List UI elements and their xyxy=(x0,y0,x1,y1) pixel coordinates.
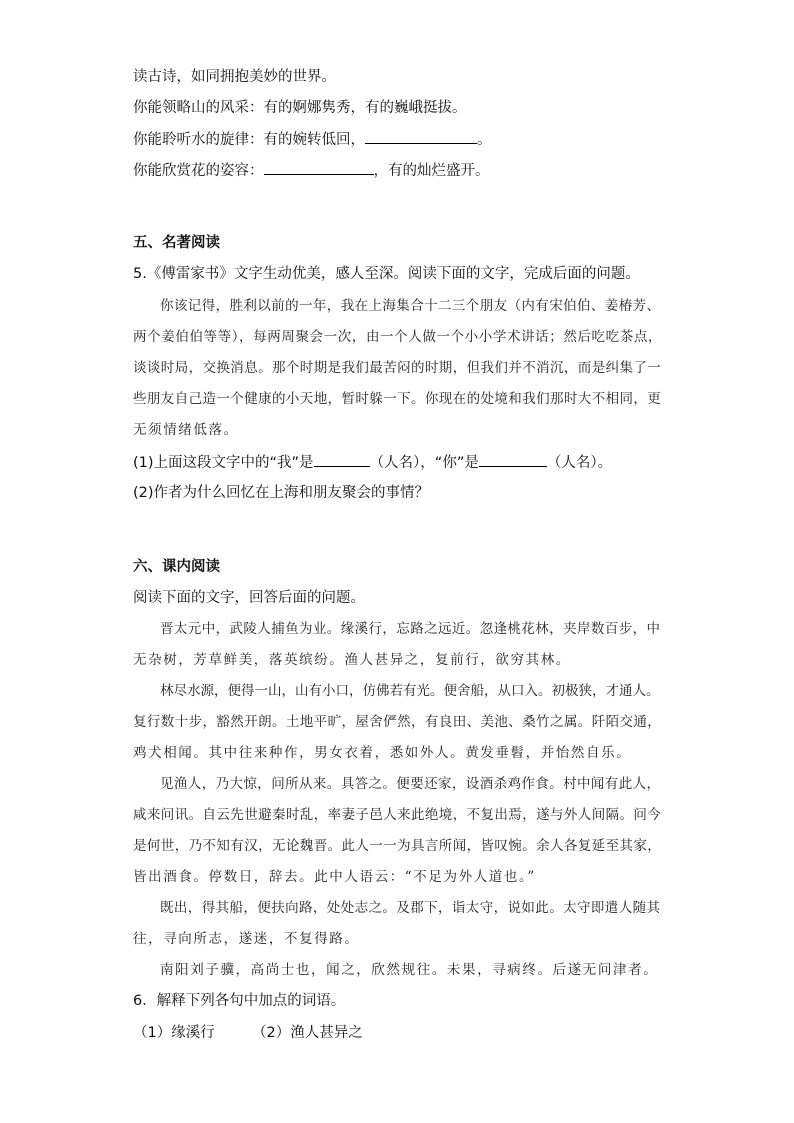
excerpt-line: 谈谈时局，交换消息。那个时期是我们最苦闷的时期，但我们并不消沉，而是纠集了一 xyxy=(133,360,662,376)
question-6: 6．解释下列各句中加点的词语。 xyxy=(133,993,346,1009)
poem-line-2: 你能领略山的风采：有的婀娜隽秀，有的巍峨挺拔。 xyxy=(133,100,467,116)
passage-line: 复行数十步，豁然开朗。土地平旷，屋舍俨然，有良田、美池、桑竹之属。阡陌交通， xyxy=(133,714,662,730)
question-5: 5.《傅雷家书》文字生动优美，感人至深。阅读下面的文字，完成后面的问题。 xyxy=(133,266,640,282)
q1-text-c: （人名）。 xyxy=(546,455,613,471)
question-6-item-2: （2）渔人甚异之 xyxy=(252,1025,363,1041)
question-5-2: (2)作者为什么回忆在上海和朋友聚会的事情？ xyxy=(133,485,430,501)
excerpt-line: 两个姜伯伯等等），每两周聚会一次，由一个人做一个小小学术讲话；然后吃吃茶点， xyxy=(133,329,663,345)
q1-text-a: (1)上面这段文字中的“我”是 xyxy=(133,455,314,471)
section-6-instruction: 阅读下面的文字，回答后面的问题。 xyxy=(133,590,365,606)
passage-line: 见渔人，乃大惊，问所从来。具答之。便要还家，设酒杀鸡作食。村中闻有此人， xyxy=(160,776,661,792)
passage-line: 林尽水源，便得一山，山有小口，仿佛若有光。便舍船，从口入。初极狭，才通人。 xyxy=(160,683,660,699)
poem-line-3-suffix: 。 xyxy=(477,132,492,148)
poem-line-1: 读古诗，如同拥抱美妙的世界。 xyxy=(133,69,336,85)
poem-line-4-prefix: 你能欣赏花的姿容： xyxy=(133,163,264,179)
passage-line: 南阳刘子骥，高尚士也，闻之，欣然规往。未果，寻病终。后遂无问津者。 xyxy=(160,962,659,978)
poem-line-4 xyxy=(133,160,490,181)
poem-line-3 xyxy=(133,129,492,150)
section-6-heading: 六、课内阅读 xyxy=(133,559,220,575)
q1-text-b: （人名），“你”是 xyxy=(369,455,479,471)
answer-blank[interactable] xyxy=(314,452,370,467)
answer-blank[interactable] xyxy=(264,160,374,175)
answer-blank[interactable] xyxy=(479,452,547,467)
passage-line: 既出，得其船，便扶向路，处处志之。及郡下，诣太守，说如此。太守即遣人随其 xyxy=(160,900,661,916)
question-6-item-1: （1）缘溪行 xyxy=(133,1025,215,1041)
passage-line: 往，寻向所志，遂迷，不复得路。 xyxy=(133,931,360,947)
passage-line: 鸡犬相闻。其中往来种作，男女衣着，悉如外人。黄发垂髫，并怡然自乐。 xyxy=(133,745,632,761)
passage-line: 无杂树，芳草鲜美，落英缤纷。渔人甚异之，复前行，欲穷其林。 xyxy=(133,652,571,668)
poem-line-3-prefix: 你能聆听水的旋律：有的婉转低回， xyxy=(133,132,365,148)
passage-line: 皆出酒食。停数日，辞去。此中人语云：“不足为外人道也。” xyxy=(133,869,536,885)
excerpt-line: 些朋友自己造一个健康的小天地，暂时躲一下。你现在的处境和我们那时大不相同，更 xyxy=(133,391,662,407)
section-5-heading: 五、名著阅读 xyxy=(133,235,220,251)
excerpt-line: 你该记得，胜利以前的一年，我在上海集合十二三个朋友（内有宋伯伯、姜椿芳、 xyxy=(160,298,661,314)
excerpt-line: 无须情绪低落。 xyxy=(133,422,239,438)
passage-line: 是何世，乃不知有汉，无论魏晋。此人一一为具言所闻，皆叹惋。余人各复延至其家， xyxy=(133,838,662,854)
question-5-1 xyxy=(133,452,612,473)
passage-line: 咸来问讯。自云先世避秦时乱，率妻子邑人来此绝境，不复出焉，遂与外人间隔。问今 xyxy=(133,807,662,823)
answer-blank[interactable] xyxy=(365,129,477,144)
poem-line-4-suffix: ，有的灿烂盛开。 xyxy=(373,163,490,179)
passage-line: 晋太元中，武陵人捕鱼为业。缘溪行，忘路之远近。忽逢桃花林，夹岸数百步，中 xyxy=(160,621,661,637)
